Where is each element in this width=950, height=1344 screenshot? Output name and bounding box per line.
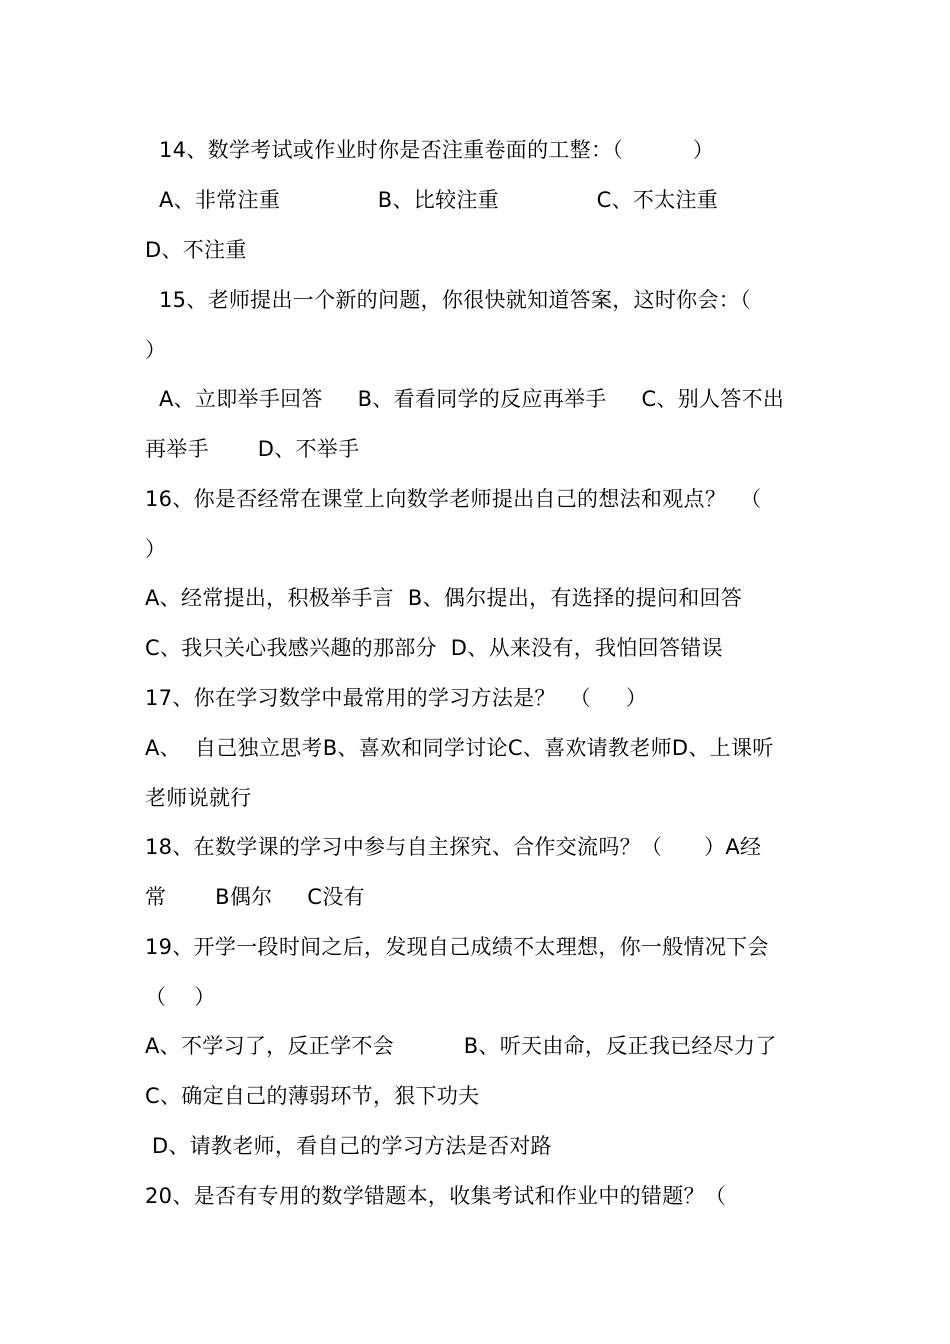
question-15-options: A、立即举手回答 B、看看同学的反应再举手 C、别人答不出	[145, 387, 785, 411]
question-18: 18、在数学课的学习中参与自主探究、合作交流吗？（ ）A经	[145, 835, 762, 859]
question-16: 16、你是否经常在课堂上向数学老师提出自己的想法和观点？ （	[145, 487, 762, 511]
question-15: 15、老师提出一个新的问题，你很快就知道答案，这时你会：（	[145, 288, 751, 312]
question-15-options-cont: 再举手 D、不举手	[145, 437, 360, 461]
question-14-option-d: D、不注重	[145, 238, 247, 262]
question-20: 20、是否有专用的数学错题本，收集考试和作业中的错题？（	[145, 1184, 727, 1208]
question-19-bracket: （ ）	[145, 985, 216, 1009]
question-19-option-c: C、确定自己的薄弱环节，狠下功夫	[145, 1084, 480, 1108]
question-17-options-cont: 老师说就行	[145, 786, 252, 810]
question-17-options: A、 自己独立思考B、喜欢和同学讨论C、喜欢请教老师D、上课听	[145, 736, 774, 760]
question-16-bracket: ）	[145, 537, 167, 561]
question-16-options-cd: C、我只关心我感兴趣的那部分 D、从来没有，我怕回答错误	[145, 636, 723, 660]
question-18-options: 常 B偶尔 C没有	[145, 885, 365, 909]
question-19-options-ab: A、不学习了，反正学不会 B、听天由命，反正我已经尽力了	[145, 1034, 777, 1058]
question-19: 19、开学一段时间之后，发现自己成绩不太理想，你一般情况下会	[145, 935, 769, 959]
question-15-bracket: ）	[145, 338, 167, 362]
question-16-options-ab: A、经常提出，积极举手言 B、偶尔提出，有选择的提问和回答	[145, 586, 743, 610]
question-14-options: A、非常注重 B、比较注重 C、不太注重	[145, 188, 719, 212]
question-19-option-d: D、请教老师，看自己的学习方法是否对路	[145, 1134, 552, 1158]
question-14: 14、数学考试或作业时你是否注重卷面的工整：（ ）	[145, 138, 715, 162]
question-17: 17、你在学习数学中最常用的学习方法是？ （ ）	[145, 686, 648, 710]
